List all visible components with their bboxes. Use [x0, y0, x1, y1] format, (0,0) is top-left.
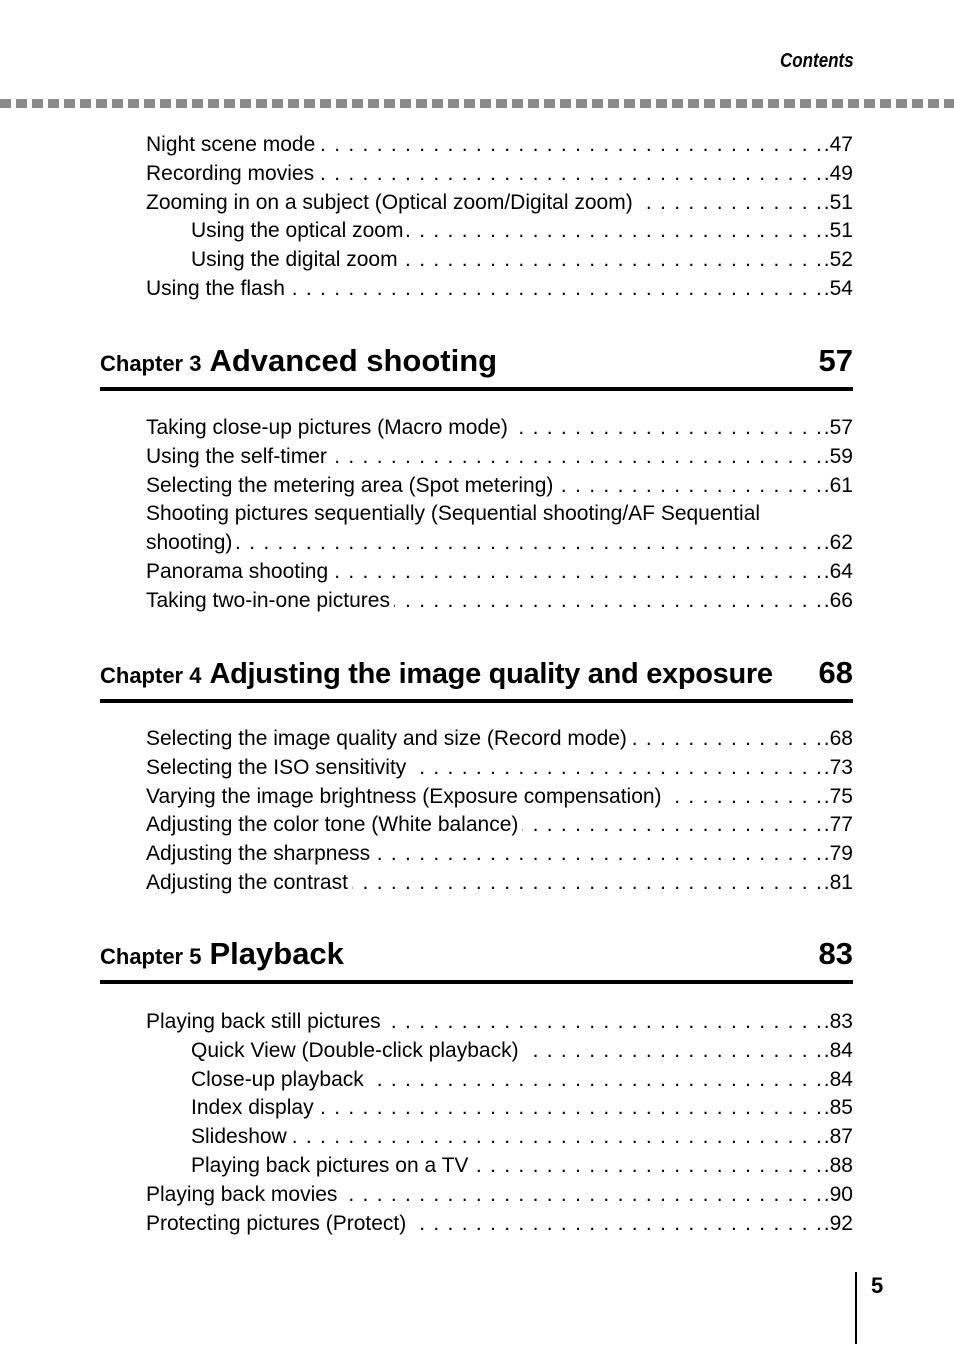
toc-leader-dots: [331, 442, 822, 471]
page-number-rule: [855, 1272, 857, 1344]
toc-leader-dots: [631, 724, 822, 753]
toc-leader-dots: [666, 782, 822, 811]
toc-entry-page: .62: [823, 531, 853, 555]
toc-entry-page: .59: [823, 444, 853, 468]
toc-entry-page: .49: [823, 161, 853, 185]
chapter-title: Playback: [209, 936, 344, 971]
toc-entry-page: .90: [823, 1182, 853, 1206]
toc-entry-title: Adjusting the color tone (White balance): [146, 813, 519, 837]
toc-entry[interactable]: [191, 1065, 853, 1094]
page-number: 5: [871, 1273, 884, 1298]
toc-entry[interactable]: [146, 442, 853, 471]
toc-entry[interactable]: [191, 1122, 853, 1151]
toc-entry-title: Taking close-up pictures (Macro mode): [146, 416, 508, 439]
toc-entry-title: Selecting the ISO sensitivity: [146, 755, 407, 779]
toc-leader-dots: [368, 1065, 822, 1094]
toc-leader-dots: [523, 1036, 822, 1065]
toc-entry[interactable]: [146, 557, 853, 586]
toc-entry-page: .81: [823, 871, 853, 894]
toc-entry-title: Taking two-in-one pictures: [146, 588, 390, 612]
toc-entry-title: Slideshow: [191, 1125, 287, 1149]
toc-entry-page: .84: [823, 1038, 853, 1062]
toc-entry-title: Protecting pictures (Protect): [146, 1211, 407, 1235]
toc-entry-page: .68: [823, 727, 853, 750]
toc-leader-dots: [291, 1122, 822, 1151]
toc-entry-title: Playing back still pictures: [146, 1010, 381, 1033]
toc-entry[interactable]: [191, 1036, 853, 1065]
toc-entry[interactable]: [146, 753, 853, 782]
toc-entry-page: .57: [823, 416, 853, 439]
toc-entry-page: .88: [823, 1154, 853, 1177]
toc-entry-title: shooting): [146, 531, 233, 555]
toc-leader-dots: [407, 216, 821, 245]
toc-entry-title: Varying the image brightness (Exposure compensation): [146, 784, 662, 808]
chapter-title: Advanced shooting: [209, 343, 498, 378]
toc-entry[interactable]: [191, 216, 853, 245]
toc-leader-dots: [318, 1093, 822, 1122]
toc-leader-dots: [236, 528, 821, 557]
toc-entry[interactable]: [146, 413, 853, 442]
toc-entry-page: .66: [823, 588, 853, 612]
toc-leader-dots: [637, 188, 822, 217]
toc-entry-title: Adjusting the contrast: [146, 871, 348, 894]
toc-entry[interactable]: [146, 1180, 853, 1209]
toc-entry[interactable]: [146, 188, 853, 217]
toc-entry-title: Night scene mode: [146, 133, 316, 156]
chapter-label: Chapter 3: [100, 351, 202, 376]
toc-leader-dots: [394, 586, 822, 615]
toc-entry-page: .51: [823, 190, 853, 214]
toc-leader-dots: [522, 810, 821, 839]
toc-entry-title: Close-up playback: [191, 1067, 364, 1091]
toc-entry-title: Index display: [191, 1096, 314, 1120]
toc-entry-page: .73: [823, 755, 853, 779]
toc-leader-dots: [374, 839, 822, 868]
toc-entry-title: Using the optical zoom: [191, 219, 404, 243]
toc-entry[interactable]: [191, 245, 853, 274]
chapter-label: Chapter 4: [100, 663, 202, 688]
toc-entry-page: .79: [823, 842, 853, 866]
toc-leader-dots: [289, 274, 822, 303]
toc-entry-title: Playing back pictures on a TV: [191, 1154, 469, 1177]
toc-leader-dots: [352, 868, 822, 897]
chapter-label: Chapter 5: [100, 944, 202, 969]
toc-entry[interactable]: [191, 1093, 853, 1122]
toc-entry-page: .52: [823, 248, 853, 272]
chapter-5-heading[interactable]: [100, 936, 853, 984]
chapter-title: Adjusting the image quality and exposure: [209, 658, 773, 690]
toc-leader-dots: [410, 753, 822, 782]
toc-entry[interactable]: [146, 586, 853, 615]
chapter-page-number: 57: [818, 343, 853, 378]
toc-entry[interactable]: [146, 130, 853, 159]
toc-entry-page: .51: [823, 219, 853, 243]
toc-entry-title: Recording movies: [146, 161, 315, 185]
toc-leader-dots: [319, 130, 822, 159]
toc-entry[interactable]: [146, 839, 853, 868]
toc-leader-dots: [512, 413, 822, 442]
toc-entry[interactable]: [146, 868, 853, 897]
toc-leader-dots: [472, 1151, 821, 1180]
toc-entry-title: Zooming in on a subject (Optical zoom/Digital zoom): [146, 190, 633, 214]
toc-entry-page: .83: [823, 1010, 853, 1033]
toc-entry-title: Playing back movies: [146, 1182, 338, 1206]
toc-entry-page: .85: [823, 1096, 853, 1120]
toc-entry[interactable]: [146, 782, 853, 811]
toc-entry[interactable]: [146, 810, 853, 839]
toc-entry-title: Panorama shooting: [146, 560, 329, 583]
chapter-3-heading[interactable]: [100, 343, 853, 391]
toc-entry-page: .77: [823, 813, 853, 837]
toc-entry-title: Using the flash: [146, 277, 285, 300]
toc-entry-page: .92: [823, 1211, 853, 1235]
toc-entry-page: .84: [823, 1067, 853, 1091]
toc-entry-title: Selecting the metering area (Spot metering): [146, 473, 554, 497]
toc-entry-page: .87: [823, 1125, 853, 1149]
toc-entry[interactable]: [146, 1007, 853, 1036]
toc-entry-page: .75: [823, 784, 853, 808]
running-header-title: Contents: [780, 50, 854, 72]
toc-entry-page: .61: [823, 473, 853, 497]
toc-entry-page: .54: [823, 277, 853, 300]
toc-entry-page: .64: [823, 560, 853, 583]
toc-entry[interactable]: [146, 471, 853, 500]
toc-leader-dots: [557, 471, 821, 500]
toc-entry[interactable]: [146, 499, 853, 528]
toc-leader-dots: [341, 1180, 821, 1209]
toc-leader-dots: [318, 159, 822, 188]
toc-leader-dots: [385, 1007, 822, 1036]
toc-entry[interactable]: [191, 1151, 853, 1180]
chapter-page-number: 83: [818, 936, 853, 971]
toc-entry[interactable]: [146, 159, 853, 188]
toc-entry-title: Shooting pictures sequentially (Sequential shooting/AF Sequential: [146, 502, 761, 526]
header-dashed-rule: [0, 99, 954, 108]
toc-leader-dots: [332, 557, 822, 586]
chapter-page-number: 68: [818, 655, 853, 690]
chapter-4-heading[interactable]: [100, 655, 853, 703]
toc-entry-title: Adjusting the sharpness: [146, 842, 371, 866]
toc-entry-title: Using the self-timer: [146, 444, 327, 468]
toc-entry[interactable]: [146, 274, 853, 303]
toc-entry[interactable]: [146, 1209, 853, 1238]
toc-entry[interactable]: [146, 528, 853, 557]
toc-entry-title: Quick View (Double-click playback): [191, 1038, 519, 1062]
toc-entry-title: Selecting the image quality and size (Record mode): [146, 727, 627, 750]
toc-leader-dots: [410, 1209, 822, 1238]
toc-leader-dots: [402, 245, 822, 274]
toc-entry-page: .47: [823, 133, 853, 156]
toc-entry[interactable]: [146, 724, 853, 753]
toc-entry-title: Using the digital zoom: [191, 248, 398, 272]
